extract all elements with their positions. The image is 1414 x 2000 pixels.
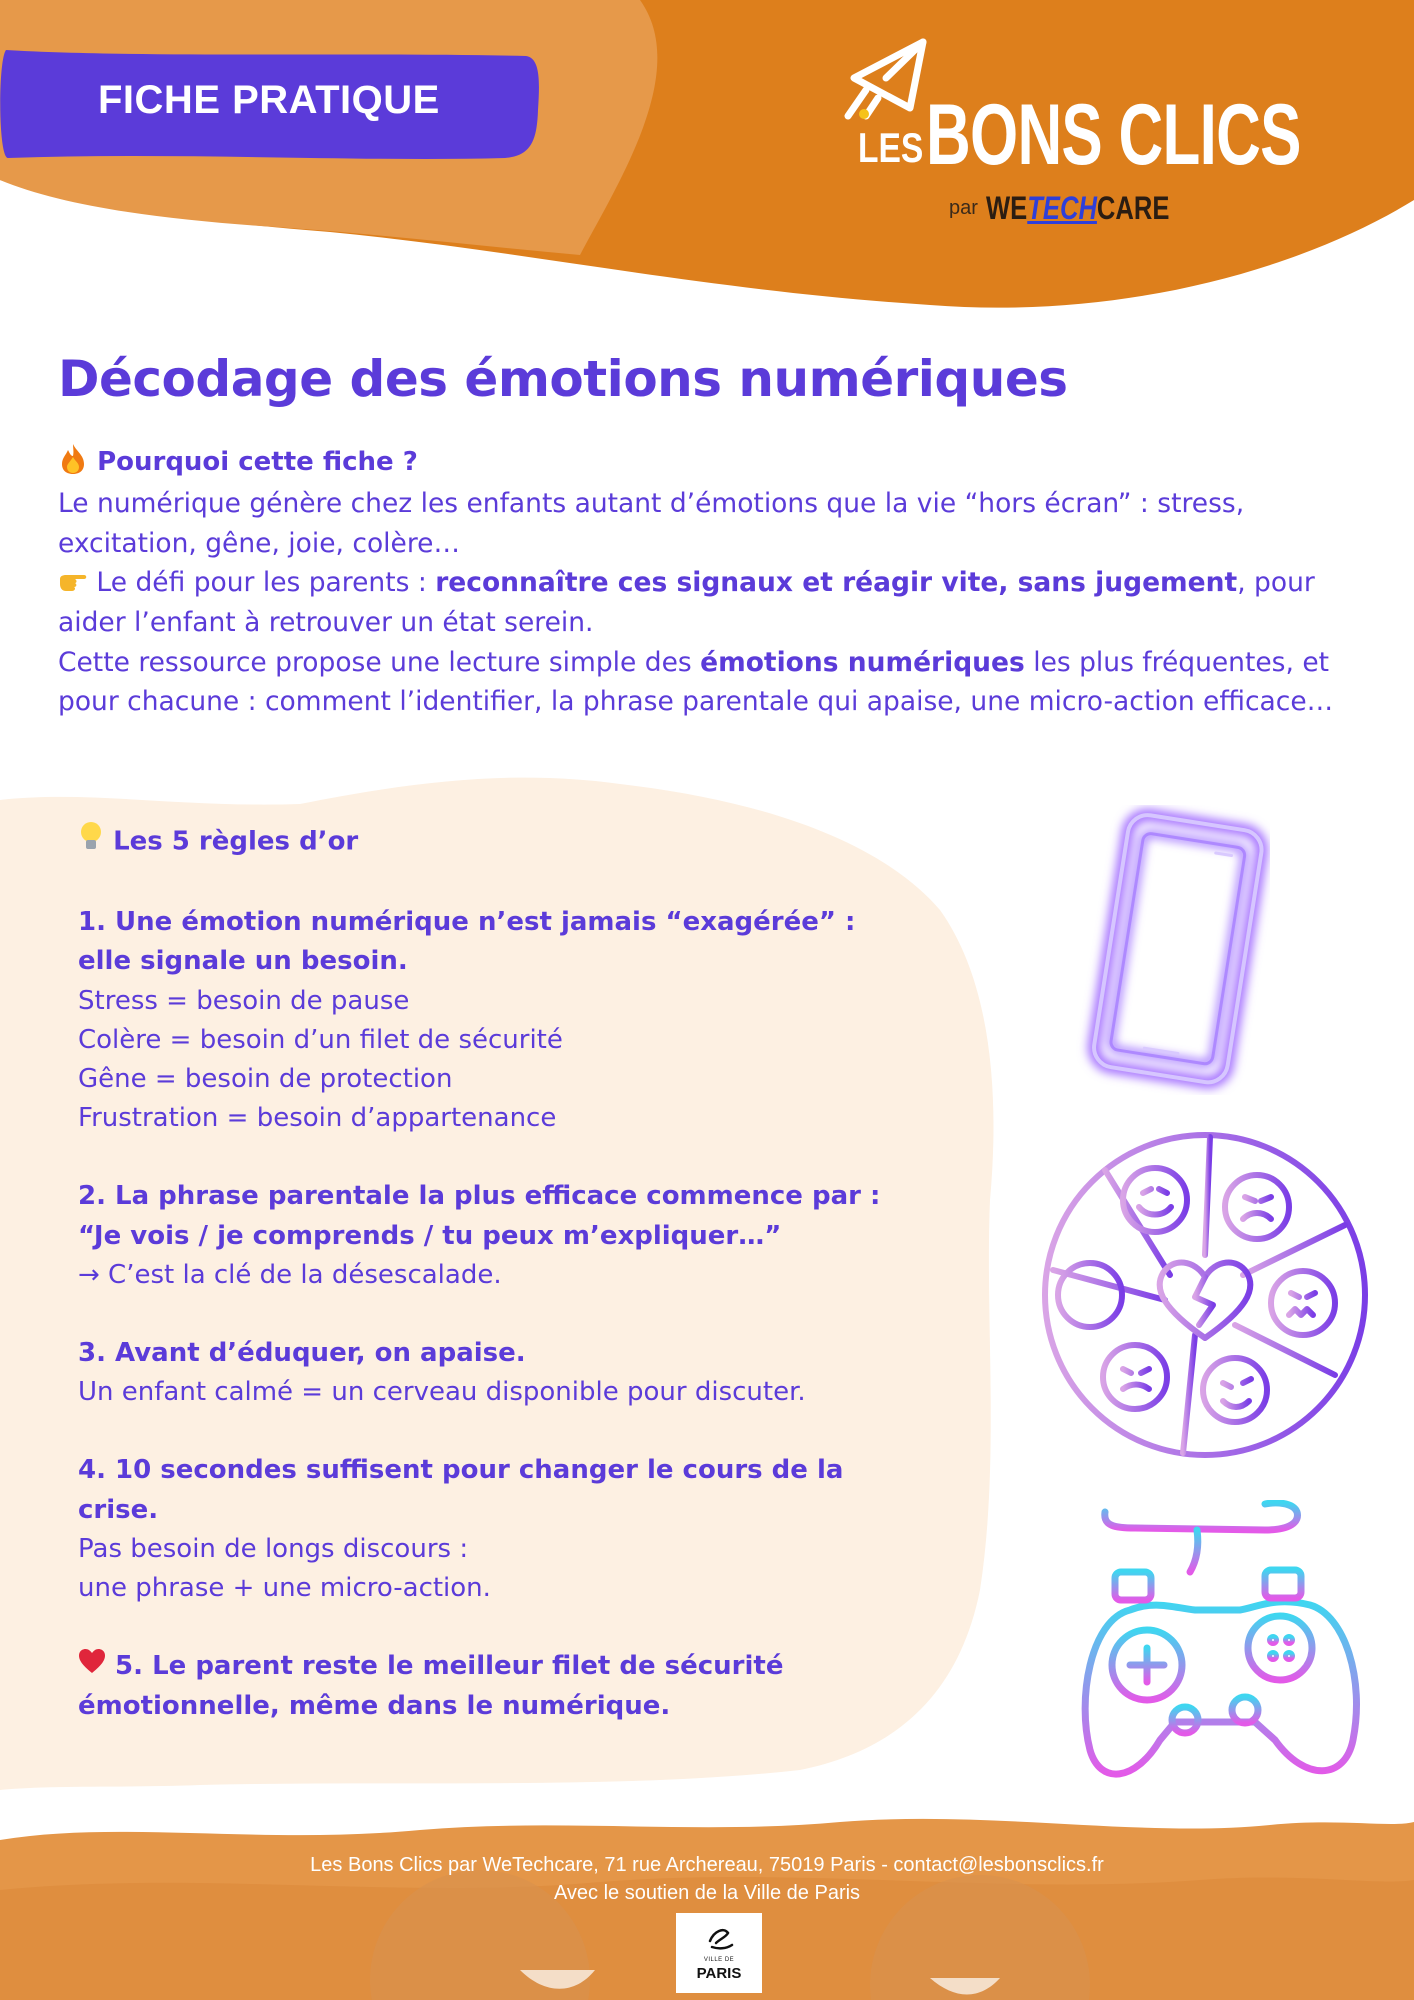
emotion-wheel-icon bbox=[1035, 1125, 1375, 1465]
page-title: Décodage des émotions numériques bbox=[58, 350, 1068, 408]
rules-list bbox=[78, 903, 881, 1726]
logo-par: par bbox=[949, 197, 978, 219]
footer-address: Les Bons Clics par WeTechcare, 71 rue Archereau, 75019 Paris - contact@lesbonsclics.fr bbox=[310, 1854, 1104, 1876]
rule-title-line: “Je vois / je comprends / tu peux m’expliquer…” bbox=[78, 1220, 782, 1251]
rules-heading: Les 5 règles d’or bbox=[78, 820, 878, 864]
golden-rules bbox=[78, 820, 881, 1765]
rule-5 bbox=[78, 1647, 878, 1726]
rule-title-line: émotionnelle, même dans le numérique. bbox=[78, 1690, 671, 1721]
rule-title-line: 3. Avant d’éduquer, on apaise. bbox=[78, 1338, 526, 1369]
rule-detail-line: Gêne = besoin de protection bbox=[78, 1064, 453, 1095]
rule-detail-line: une phrase + une micro-action. bbox=[78, 1573, 491, 1604]
rule-detail-line: Colère = besoin d’un filet de sécurité bbox=[78, 1024, 563, 1055]
rule-detail-line: Stress = besoin de pause bbox=[78, 985, 410, 1016]
logo-les: LES bbox=[858, 124, 924, 171]
rule-detail-line: Frustration = besoin d’appartenance bbox=[78, 1103, 557, 1134]
logo-bons-clics: BONS CLICS bbox=[926, 87, 1301, 183]
intro-paragraph-1: Le numérique génère chez les enfants autant d’émotions que la vie “hors écran” : stress, excitation, gêne, joie, colère… bbox=[58, 488, 1245, 559]
rule-1 bbox=[78, 903, 878, 1138]
intro-paragraph-3: Cette ressource propose une lecture simple des émotions numériques les plus fréquentes, et pour chacune : comment l’identifier, la phrase parentale qui apaise, une micro-action efficace… bbox=[58, 646, 1334, 718]
why-heading-text: Pourquoi cette fiche ? bbox=[97, 447, 418, 477]
rule-2 bbox=[78, 1177, 881, 1295]
footer-support: Avec le soutien de la Ville de Paris bbox=[553, 1882, 861, 1904]
rule-detail-line: Un enfant calmé = un cerveau disponible pour discuter. bbox=[78, 1377, 806, 1408]
gamepad-icon bbox=[1075, 1500, 1375, 1790]
intro-paragraph-2: Le défi pour les parents : reconnaître ces signaux et réagir vite, sans jugement, pour aider l’enfant à retrouver un état serein. bbox=[58, 563, 1368, 643]
fiche-pratique-label: FICHE PRATIQUE bbox=[98, 78, 440, 122]
rule-4 bbox=[78, 1451, 878, 1608]
rule-detail-line: Pas besoin de longs discours : bbox=[78, 1533, 469, 1564]
ville-de-paris-logo: VILLE DE PARIS bbox=[676, 1913, 762, 1993]
logo-wetechcare: WETECHCARE bbox=[986, 190, 1170, 226]
rule-title-line: 5. Le parent reste le meilleur filet de sécurité bbox=[78, 1647, 878, 1686]
fire-icon bbox=[58, 443, 88, 482]
pointing-hand-icon bbox=[58, 564, 88, 604]
heart-icon bbox=[78, 1647, 106, 1686]
rule-title-line: 2. La phrase parentale la plus efficace commence par : bbox=[78, 1181, 881, 1212]
intro-text bbox=[58, 484, 1368, 722]
rule-title-line: elle signale un besoin. bbox=[78, 946, 408, 977]
neon-phone-icon bbox=[1070, 805, 1270, 1095]
rule-title-line: 4. 10 secondes suffisent pour changer le cours de la bbox=[78, 1455, 844, 1486]
rule-3 bbox=[78, 1334, 878, 1412]
why-heading bbox=[58, 443, 418, 482]
rule-title-line: crise. bbox=[78, 1494, 159, 1525]
rule-detail-line: → C’est la clé de la désescalade. bbox=[78, 1259, 502, 1290]
paris-ship-icon bbox=[676, 1913, 762, 1957]
lightbulb-icon bbox=[78, 820, 104, 864]
rule-title-line: 1. Une émotion numérique n’est jamais “exagérée” : bbox=[78, 907, 856, 938]
